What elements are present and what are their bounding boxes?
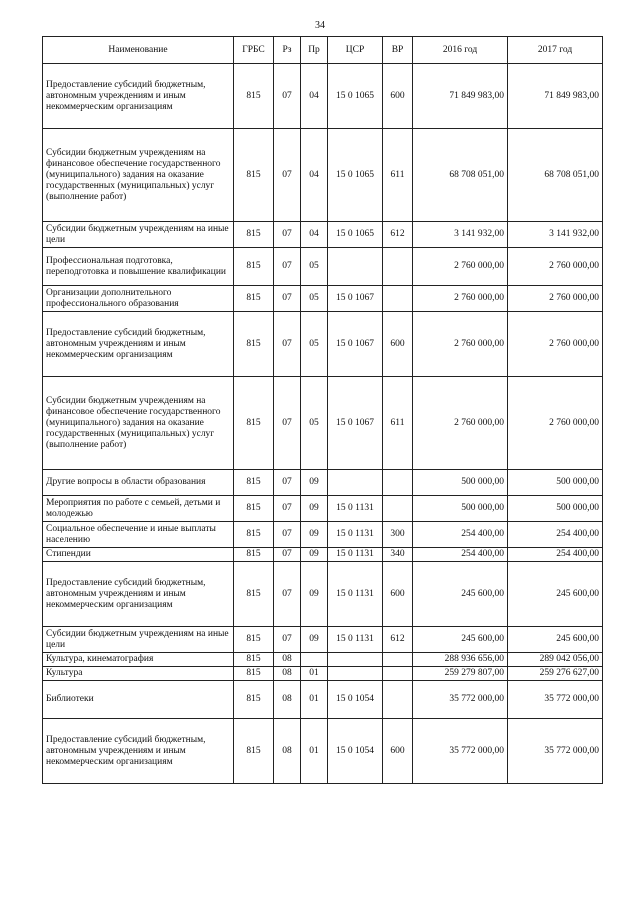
row-vr — [383, 681, 413, 719]
table-row — [43, 522, 603, 548]
table-row — [43, 627, 603, 653]
header-name: Наименование — [43, 37, 234, 64]
table-row — [43, 377, 603, 470]
table-row — [43, 248, 603, 286]
header-pr: Пр — [301, 37, 328, 64]
row-rz: 08 — [274, 681, 301, 719]
row-rz: 08 — [274, 653, 301, 667]
row-rz: 07 — [274, 64, 301, 129]
row-csr: 15 0 1131 — [328, 548, 383, 562]
table-row — [43, 286, 603, 312]
row-grbs: 815 — [234, 222, 274, 248]
row-csr: 15 0 1065 — [328, 64, 383, 129]
row-rz: 07 — [274, 312, 301, 377]
row-2016: 35 772 000,00 — [413, 719, 508, 784]
row-vr — [383, 667, 413, 681]
row-vr: 600 — [383, 64, 413, 129]
row-pr: 05 — [301, 248, 328, 286]
row-vr — [383, 470, 413, 496]
row-pr: 09 — [301, 522, 328, 548]
table-row — [43, 562, 603, 627]
table-row — [43, 719, 603, 784]
header-csr: ЦСР — [328, 37, 383, 64]
row-csr: 15 0 1054 — [328, 719, 383, 784]
row-pr — [301, 653, 328, 667]
row-name: Организации дополнительного профессионального образования — [43, 286, 234, 312]
row-2016: 259 279 807,00 — [413, 667, 508, 681]
row-rz: 07 — [274, 496, 301, 522]
row-grbs: 815 — [234, 681, 274, 719]
row-2017: 2 760 000,00 — [508, 286, 603, 312]
row-2017: 2 760 000,00 — [508, 248, 603, 286]
row-rz: 07 — [274, 286, 301, 312]
row-vr — [383, 496, 413, 522]
row-name: Субсидии бюджетным учреждениям на иные цели — [43, 222, 234, 248]
row-vr: 612 — [383, 627, 413, 653]
row-name: Стипендии — [43, 548, 234, 562]
row-name: Субсидии бюджетным учреждениям на иные цели — [43, 627, 234, 653]
row-2016: 500 000,00 — [413, 496, 508, 522]
row-2016: 71 849 983,00 — [413, 64, 508, 129]
row-pr: 04 — [301, 222, 328, 248]
row-grbs: 815 — [234, 248, 274, 286]
row-rz: 07 — [274, 548, 301, 562]
row-name: Мероприятия по работе с семьей, детьми и молодежью — [43, 496, 234, 522]
row-grbs: 815 — [234, 562, 274, 627]
row-2016: 2 760 000,00 — [413, 312, 508, 377]
row-csr: 15 0 1067 — [328, 377, 383, 470]
row-rz: 08 — [274, 667, 301, 681]
row-pr: 09 — [301, 470, 328, 496]
row-csr: 15 0 1067 — [328, 312, 383, 377]
row-vr: 300 — [383, 522, 413, 548]
row-vr — [383, 286, 413, 312]
row-2016: 254 400,00 — [413, 548, 508, 562]
row-2017: 259 276 627,00 — [508, 667, 603, 681]
row-rz: 07 — [274, 470, 301, 496]
header-row — [43, 37, 603, 64]
row-name: Предоставление субсидий бюджетным, автономным учреждениям и иным некоммерческим организациям — [43, 562, 234, 627]
table-row — [43, 681, 603, 719]
row-vr: 600 — [383, 719, 413, 784]
row-grbs: 815 — [234, 719, 274, 784]
row-csr: 15 0 1067 — [328, 286, 383, 312]
header-2016: 2016 год — [413, 37, 508, 64]
table-row — [43, 496, 603, 522]
row-vr: 611 — [383, 377, 413, 470]
row-csr: 15 0 1131 — [328, 522, 383, 548]
header-2017: 2017 год — [508, 37, 603, 64]
row-rz: 07 — [274, 129, 301, 222]
header-vr: ВР — [383, 37, 413, 64]
row-name: Профессиональная подготовка, переподготовка и повышение квалификации — [43, 248, 234, 286]
row-csr: 15 0 1131 — [328, 627, 383, 653]
header-rz: Рз — [274, 37, 301, 64]
row-pr: 09 — [301, 496, 328, 522]
row-vr — [383, 248, 413, 286]
table-row — [43, 548, 603, 562]
row-2016: 2 760 000,00 — [413, 248, 508, 286]
row-grbs: 815 — [234, 377, 274, 470]
row-name: Предоставление субсидий бюджетным, автономным учреждениям и иным некоммерческим организациям — [43, 719, 234, 784]
row-2017: 289 042 056,00 — [508, 653, 603, 667]
row-name: Предоставление субсидий бюджетным, автономным учреждениям и иным некоммерческим организациям — [43, 312, 234, 377]
row-name: Субсидии бюджетным учреждениям на финансовое обеспечение государственного (муниципального) задания на оказание государственных (муниципальных) услуг (выполнение работ) — [43, 129, 234, 222]
row-2017: 500 000,00 — [508, 496, 603, 522]
row-rz: 07 — [274, 248, 301, 286]
row-2016: 68 708 051,00 — [413, 129, 508, 222]
row-2016: 500 000,00 — [413, 470, 508, 496]
row-grbs: 815 — [234, 667, 274, 681]
row-2017: 2 760 000,00 — [508, 377, 603, 470]
row-2016: 2 760 000,00 — [413, 286, 508, 312]
row-pr: 01 — [301, 681, 328, 719]
row-grbs: 815 — [234, 286, 274, 312]
row-csr: 15 0 1131 — [328, 562, 383, 627]
row-vr: 600 — [383, 312, 413, 377]
row-vr: 612 — [383, 222, 413, 248]
row-2017: 68 708 051,00 — [508, 129, 603, 222]
row-2017: 254 400,00 — [508, 548, 603, 562]
row-name: Библиотеки — [43, 681, 234, 719]
row-2016: 245 600,00 — [413, 562, 508, 627]
row-name: Предоставление субсидий бюджетным, автономным учреждениям и иным некоммерческим организациям — [43, 64, 234, 129]
table-row — [43, 64, 603, 129]
row-2017: 35 772 000,00 — [508, 719, 603, 784]
row-rz: 07 — [274, 377, 301, 470]
row-vr: 600 — [383, 562, 413, 627]
table-row — [43, 312, 603, 377]
row-vr: 611 — [383, 129, 413, 222]
row-name: Субсидии бюджетным учреждениям на финансовое обеспечение государственного (муниципального) задания на оказание государственных (муниципальных) услуг (выполнение работ) — [43, 377, 234, 470]
row-rz: 07 — [274, 522, 301, 548]
row-pr: 09 — [301, 548, 328, 562]
row-2017: 500 000,00 — [508, 470, 603, 496]
row-pr: 05 — [301, 286, 328, 312]
row-grbs: 815 — [234, 548, 274, 562]
row-2017: 3 141 932,00 — [508, 222, 603, 248]
row-grbs: 815 — [234, 64, 274, 129]
row-grbs: 815 — [234, 653, 274, 667]
row-vr: 340 — [383, 548, 413, 562]
table-row — [43, 667, 603, 681]
header-grbs: ГРБС — [234, 37, 274, 64]
row-rz: 07 — [274, 222, 301, 248]
table-row — [43, 653, 603, 667]
row-2016: 35 772 000,00 — [413, 681, 508, 719]
row-pr: 01 — [301, 667, 328, 681]
row-csr: 15 0 1065 — [328, 222, 383, 248]
row-pr: 05 — [301, 312, 328, 377]
row-csr: 15 0 1054 — [328, 681, 383, 719]
table-row — [43, 470, 603, 496]
row-pr: 09 — [301, 562, 328, 627]
row-2016: 288 936 656,00 — [413, 653, 508, 667]
row-csr — [328, 667, 383, 681]
row-name: Социальное обеспечение и иные выплаты населению — [43, 522, 234, 548]
row-vr — [383, 653, 413, 667]
row-pr: 05 — [301, 377, 328, 470]
row-pr: 04 — [301, 64, 328, 129]
row-csr: 15 0 1131 — [328, 496, 383, 522]
row-pr: 01 — [301, 719, 328, 784]
row-2017: 245 600,00 — [508, 627, 603, 653]
row-rz: 07 — [274, 562, 301, 627]
row-grbs: 815 — [234, 496, 274, 522]
row-csr — [328, 653, 383, 667]
row-2017: 2 760 000,00 — [508, 312, 603, 377]
row-name: Культура, кинематография — [43, 653, 234, 667]
row-2016: 2 760 000,00 — [413, 377, 508, 470]
row-pr: 09 — [301, 627, 328, 653]
row-rz: 07 — [274, 627, 301, 653]
row-grbs: 815 — [234, 627, 274, 653]
row-csr: 15 0 1065 — [328, 129, 383, 222]
row-grbs: 815 — [234, 129, 274, 222]
page-number: 34 — [315, 20, 325, 31]
row-2016: 3 141 932,00 — [413, 222, 508, 248]
row-2017: 245 600,00 — [508, 562, 603, 627]
row-grbs: 815 — [234, 470, 274, 496]
row-csr — [328, 470, 383, 496]
row-pr: 04 — [301, 129, 328, 222]
row-2017: 254 400,00 — [508, 522, 603, 548]
row-2016: 254 400,00 — [413, 522, 508, 548]
row-name: Другие вопросы в области образования — [43, 470, 234, 496]
row-rz: 08 — [274, 719, 301, 784]
row-2017: 71 849 983,00 — [508, 64, 603, 129]
row-2016: 245 600,00 — [413, 627, 508, 653]
row-2017: 35 772 000,00 — [508, 681, 603, 719]
row-csr — [328, 248, 383, 286]
row-name: Культура — [43, 667, 234, 681]
table-row — [43, 222, 603, 248]
row-grbs: 815 — [234, 312, 274, 377]
row-grbs: 815 — [234, 522, 274, 548]
budget-table — [42, 36, 603, 784]
table-row — [43, 129, 603, 222]
